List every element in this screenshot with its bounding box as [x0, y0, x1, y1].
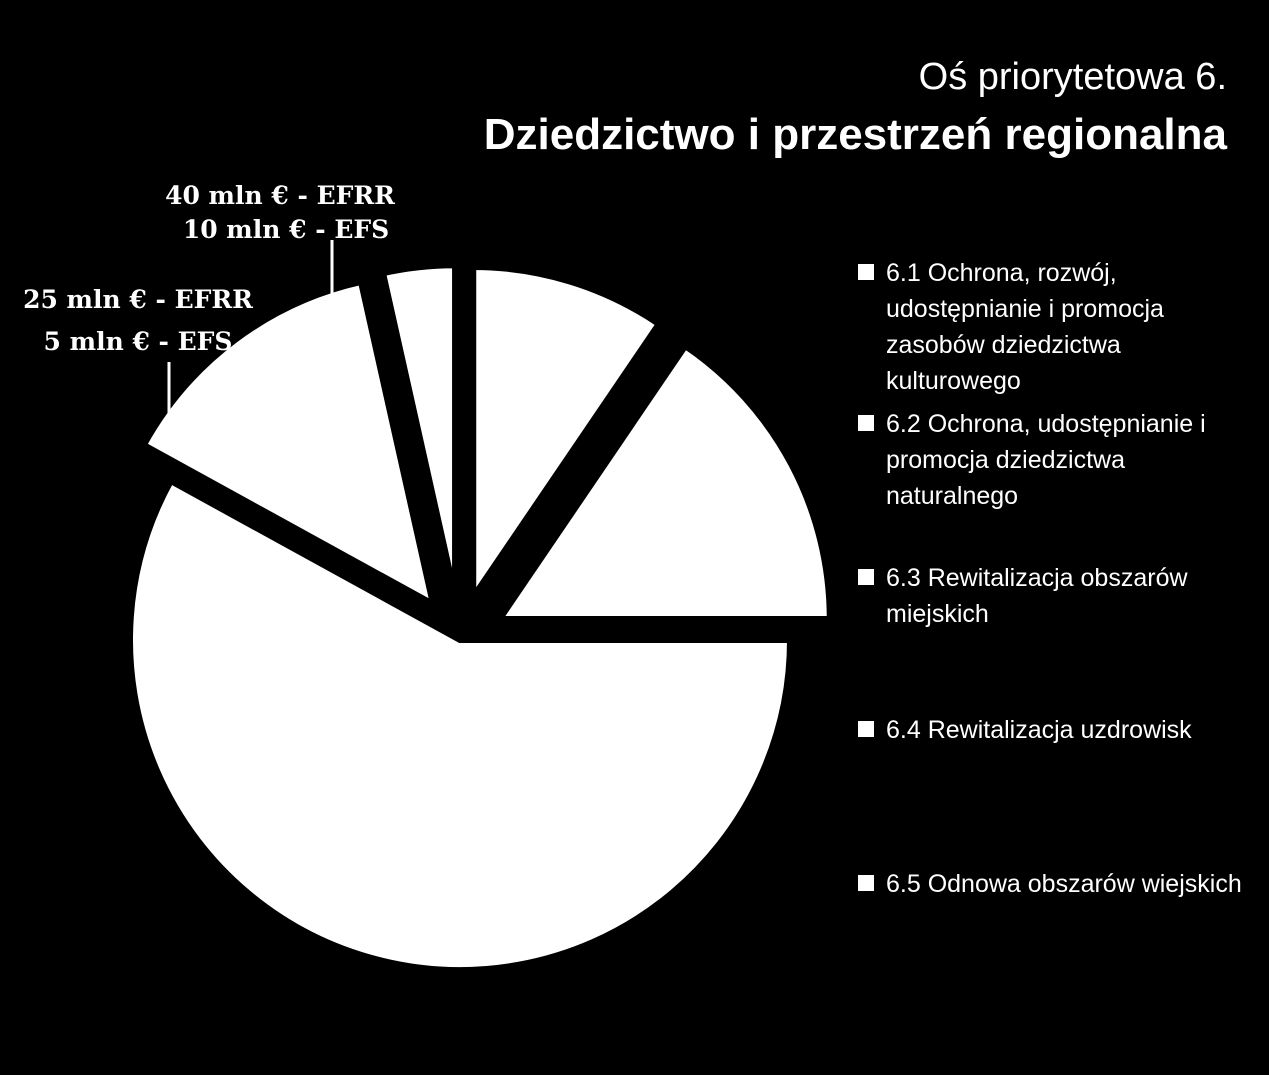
chart-subtitle: Dziedzictwo i przestrzeń regionalna: [483, 110, 1227, 159]
legend-label: 6.4 Rewitalizacja uzdrowisk: [886, 716, 1192, 744]
legend-item-6-4: [858, 712, 1248, 748]
annotation-slice4-line2: 10 mln € - EFS: [182, 215, 390, 244]
legend-swatch: [858, 875, 874, 891]
legend-label: 6.3 Rewitalizacja obszarów miejskich: [886, 564, 1188, 628]
legend-swatch: [858, 415, 874, 431]
chart-title: Oś priorytetowa 6.: [918, 56, 1227, 98]
annotation-slice5-line1: 25 mln € - EFRR: [23, 285, 253, 314]
legend-item-6-1: [858, 255, 1248, 395]
legend-item-6-5: [858, 866, 1248, 902]
legend-swatch: [858, 264, 874, 280]
legend-item-6-2: [858, 406, 1248, 510]
legend-label: 6.1 Ochrona, rozwój, udostępnianie i promocja zasobów dziedzictwa kulturowego: [886, 259, 1164, 395]
annotation-slice4-line1: 40 mln € - EFRR: [165, 181, 395, 210]
legend-item-6-3: [858, 560, 1248, 628]
legend-label: 6.5 Odnowa obszarów wiejskich: [886, 870, 1242, 898]
legend-swatch: [858, 569, 874, 585]
annotation-slice5-line2: 5 mln € - EFS: [43, 327, 233, 356]
legend-swatch: [858, 721, 874, 737]
legend-label: 6.2 Ochrona, udostępnianie i promocja dziedzictwa naturalnego: [886, 410, 1206, 510]
